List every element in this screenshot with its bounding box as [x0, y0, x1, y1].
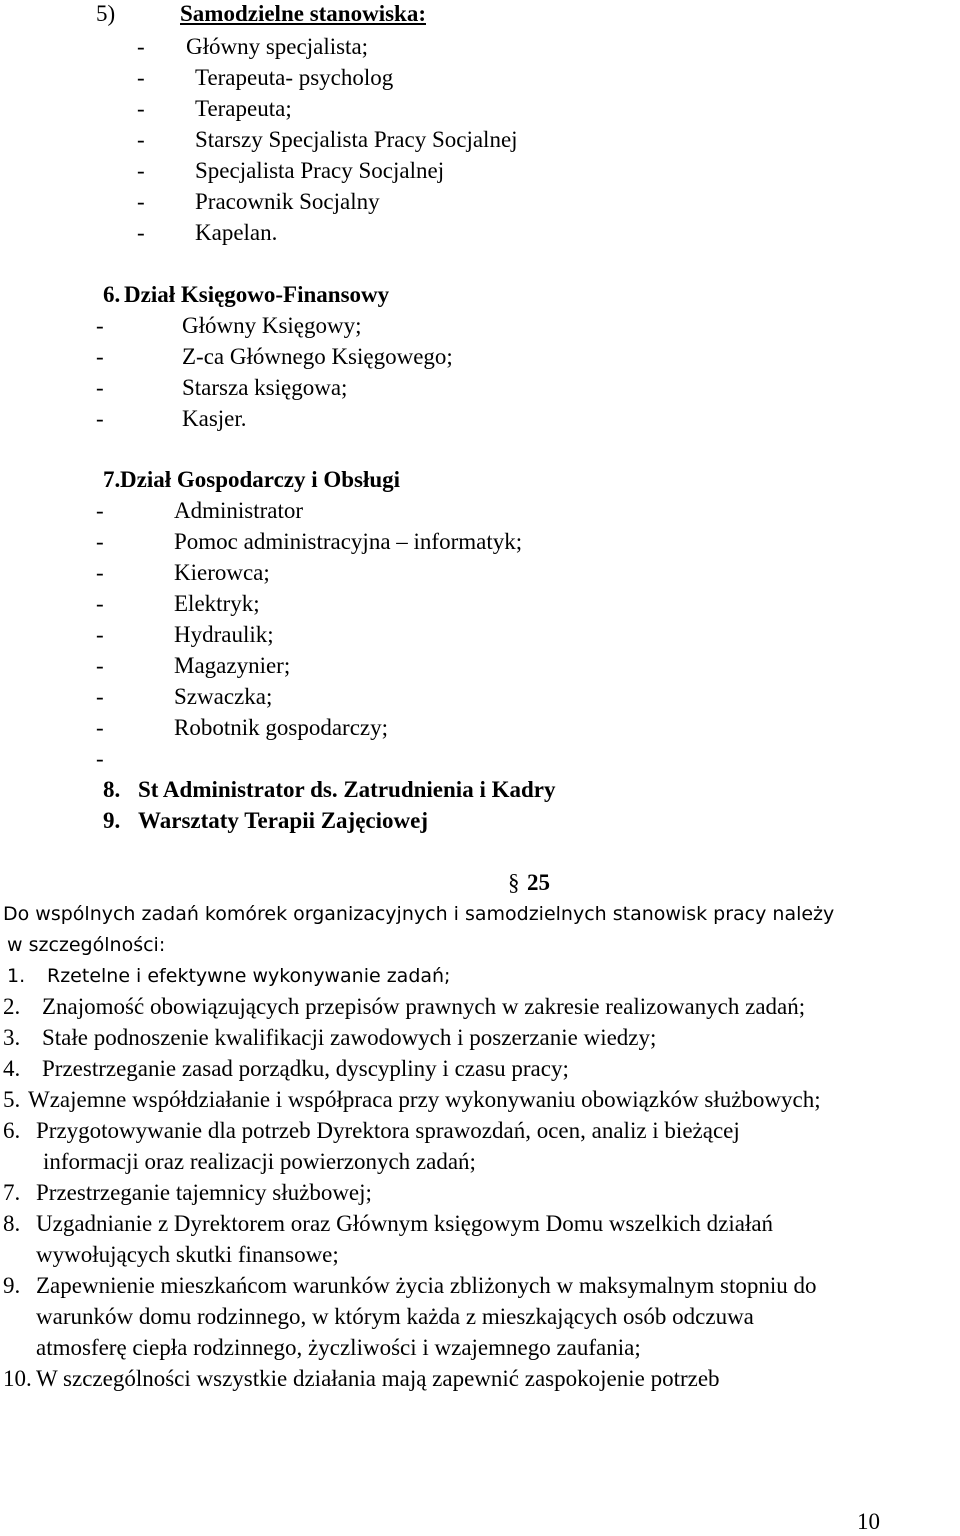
section6-item: Główny Księgowy; [182, 313, 362, 338]
task-text: Przestrzeganie tajemnicy służbowej; [36, 1180, 372, 1205]
section5-item: Specjalista Pracy Socjalnej [195, 158, 445, 183]
section5-item-dash: - [137, 189, 145, 214]
section5-item: Terapeuta; [195, 96, 292, 121]
task-text: Przygotowywanie dla potrzeb Dyrektora sprawozdań, ocen, analiz i bieżącej [36, 1118, 740, 1143]
section7-number: 7. [103, 467, 121, 492]
task-text: wywołujących skutki finansowe; [36, 1242, 339, 1267]
section8-number: 8. [103, 777, 121, 802]
task-number: 3. [3, 1025, 21, 1050]
section5-item-dash: - [137, 158, 145, 183]
section7-item-dash: - [96, 498, 104, 523]
task-text: informacji oraz realizacji powierzonych zadań; [43, 1149, 476, 1174]
task-text: Wzajemne współdziałanie i współpraca przy wykonywaniu obowiązków służbowych; [28, 1087, 821, 1112]
section7-item: Elektryk; [174, 591, 260, 616]
section7-item-dash: - [96, 622, 104, 647]
section5-item-dash: - [137, 220, 145, 245]
section9-title: Warsztaty Terapii Zajęciowej [138, 808, 429, 833]
section6-title: Dział Księgowo-Finansowy [124, 282, 390, 307]
section6-item-dash: - [96, 406, 104, 431]
section6-number: 6. [103, 282, 121, 307]
task-number: 2. [3, 994, 21, 1019]
task-text: Uzgadnianie z Dyrektorem oraz Głównym księgowym Domu wszelkich działań [36, 1211, 774, 1236]
section7-item-dash: - [96, 560, 104, 585]
section7-item-dash: - [96, 653, 104, 678]
section7-item: Magazynier; [174, 653, 291, 678]
section7-item: Pomoc administracyjna – informatyk; [174, 529, 523, 554]
section5-item: Główny specjalista; [186, 34, 369, 59]
section7-title: Dział Gospodarczy i Obsługi [120, 467, 401, 492]
section5-item: Kapelan. [195, 220, 278, 245]
section6-item: Starsza księgowa; [182, 375, 348, 400]
paragraph-symbol: § [508, 870, 520, 895]
section7-item-dash: - [96, 591, 104, 616]
section7-item-dash: - [96, 746, 104, 771]
page-number: 10 [857, 1509, 880, 1534]
task-number: 8. [3, 1211, 21, 1236]
task-text: Stałe podnoszenie kwalifikacji zawodowych i poszerzanie wiedzy; [42, 1025, 657, 1050]
task-text: atmosferę ciepła rodzinnego, życzliwości i wzajemnego zaufania; [36, 1335, 641, 1360]
section7-item: Robotnik gospodarczy; [174, 715, 388, 740]
task-text: Zapewnienie mieszkańcom warunków życia zbliżonych w maksymalnym stopniu do [36, 1273, 817, 1298]
paragraph-number: 25 [527, 870, 550, 895]
task-number: 6. [3, 1118, 21, 1143]
section5-item: Starszy Specjalista Pracy Socjalnej [195, 127, 518, 152]
section7-item: Kierowca; [174, 560, 270, 585]
section6-item: Kasjer. [182, 406, 247, 431]
section7-item-dash: - [96, 529, 104, 554]
task-number: 4. [3, 1056, 21, 1081]
task-number: 10. [3, 1366, 32, 1391]
section7-item: Hydraulik; [174, 622, 274, 647]
section6-item-dash: - [96, 344, 104, 369]
section7-item: Administrator [174, 498, 304, 523]
section7-item-dash: - [96, 715, 104, 740]
section8-title: St Administrator ds. Zatrudnienia i Kadry [138, 777, 556, 802]
section5-item-dash: - [137, 127, 145, 152]
paragraph-intro: w szczególności: [7, 934, 166, 956]
task-number: 5. [3, 1087, 21, 1112]
section5-item-dash: - [137, 34, 145, 59]
section5-item-dash: - [137, 96, 145, 121]
task-text: Znajomość obowiązujących przepisów prawnych w zakresie realizowanych zadań; [42, 994, 806, 1019]
section6-item-dash: - [96, 313, 104, 338]
section5-item: Terapeuta- psycholog [195, 65, 394, 90]
section9-number: 9. [103, 808, 121, 833]
section6-item: Z-ca Głównego Księgowego; [182, 344, 453, 369]
section6-item-dash: - [96, 375, 104, 400]
task-text: Rzetelne i efektywne wykonywanie zadań; [47, 965, 451, 987]
section7-item-dash: - [96, 684, 104, 709]
task-number: 9. [3, 1273, 21, 1298]
section5-title: Samodzielne stanowiska: [180, 1, 426, 26]
section7-item: Szwaczka; [174, 684, 273, 709]
section5-item: Pracownik Socjalny [195, 189, 380, 214]
task-text: warunków domu rodzinnego, w którym każda z mieszkających osób odczuwa [36, 1304, 754, 1329]
task-number: 1. [7, 965, 26, 987]
task-text: W szczególności wszystkie działania mają zapewnić zaspokojenie potrzeb [36, 1366, 720, 1391]
paragraph-intro: Do wspólnych zadań komórek organizacyjnych i samodzielnych stanowisk pracy należy [3, 903, 835, 925]
task-text: Przestrzeganie zasad porządku, dyscypliny i czasu pracy; [42, 1056, 569, 1081]
section5-number: 5) [96, 1, 116, 26]
task-number: 7. [3, 1180, 21, 1205]
section5-item-dash: - [137, 65, 145, 90]
